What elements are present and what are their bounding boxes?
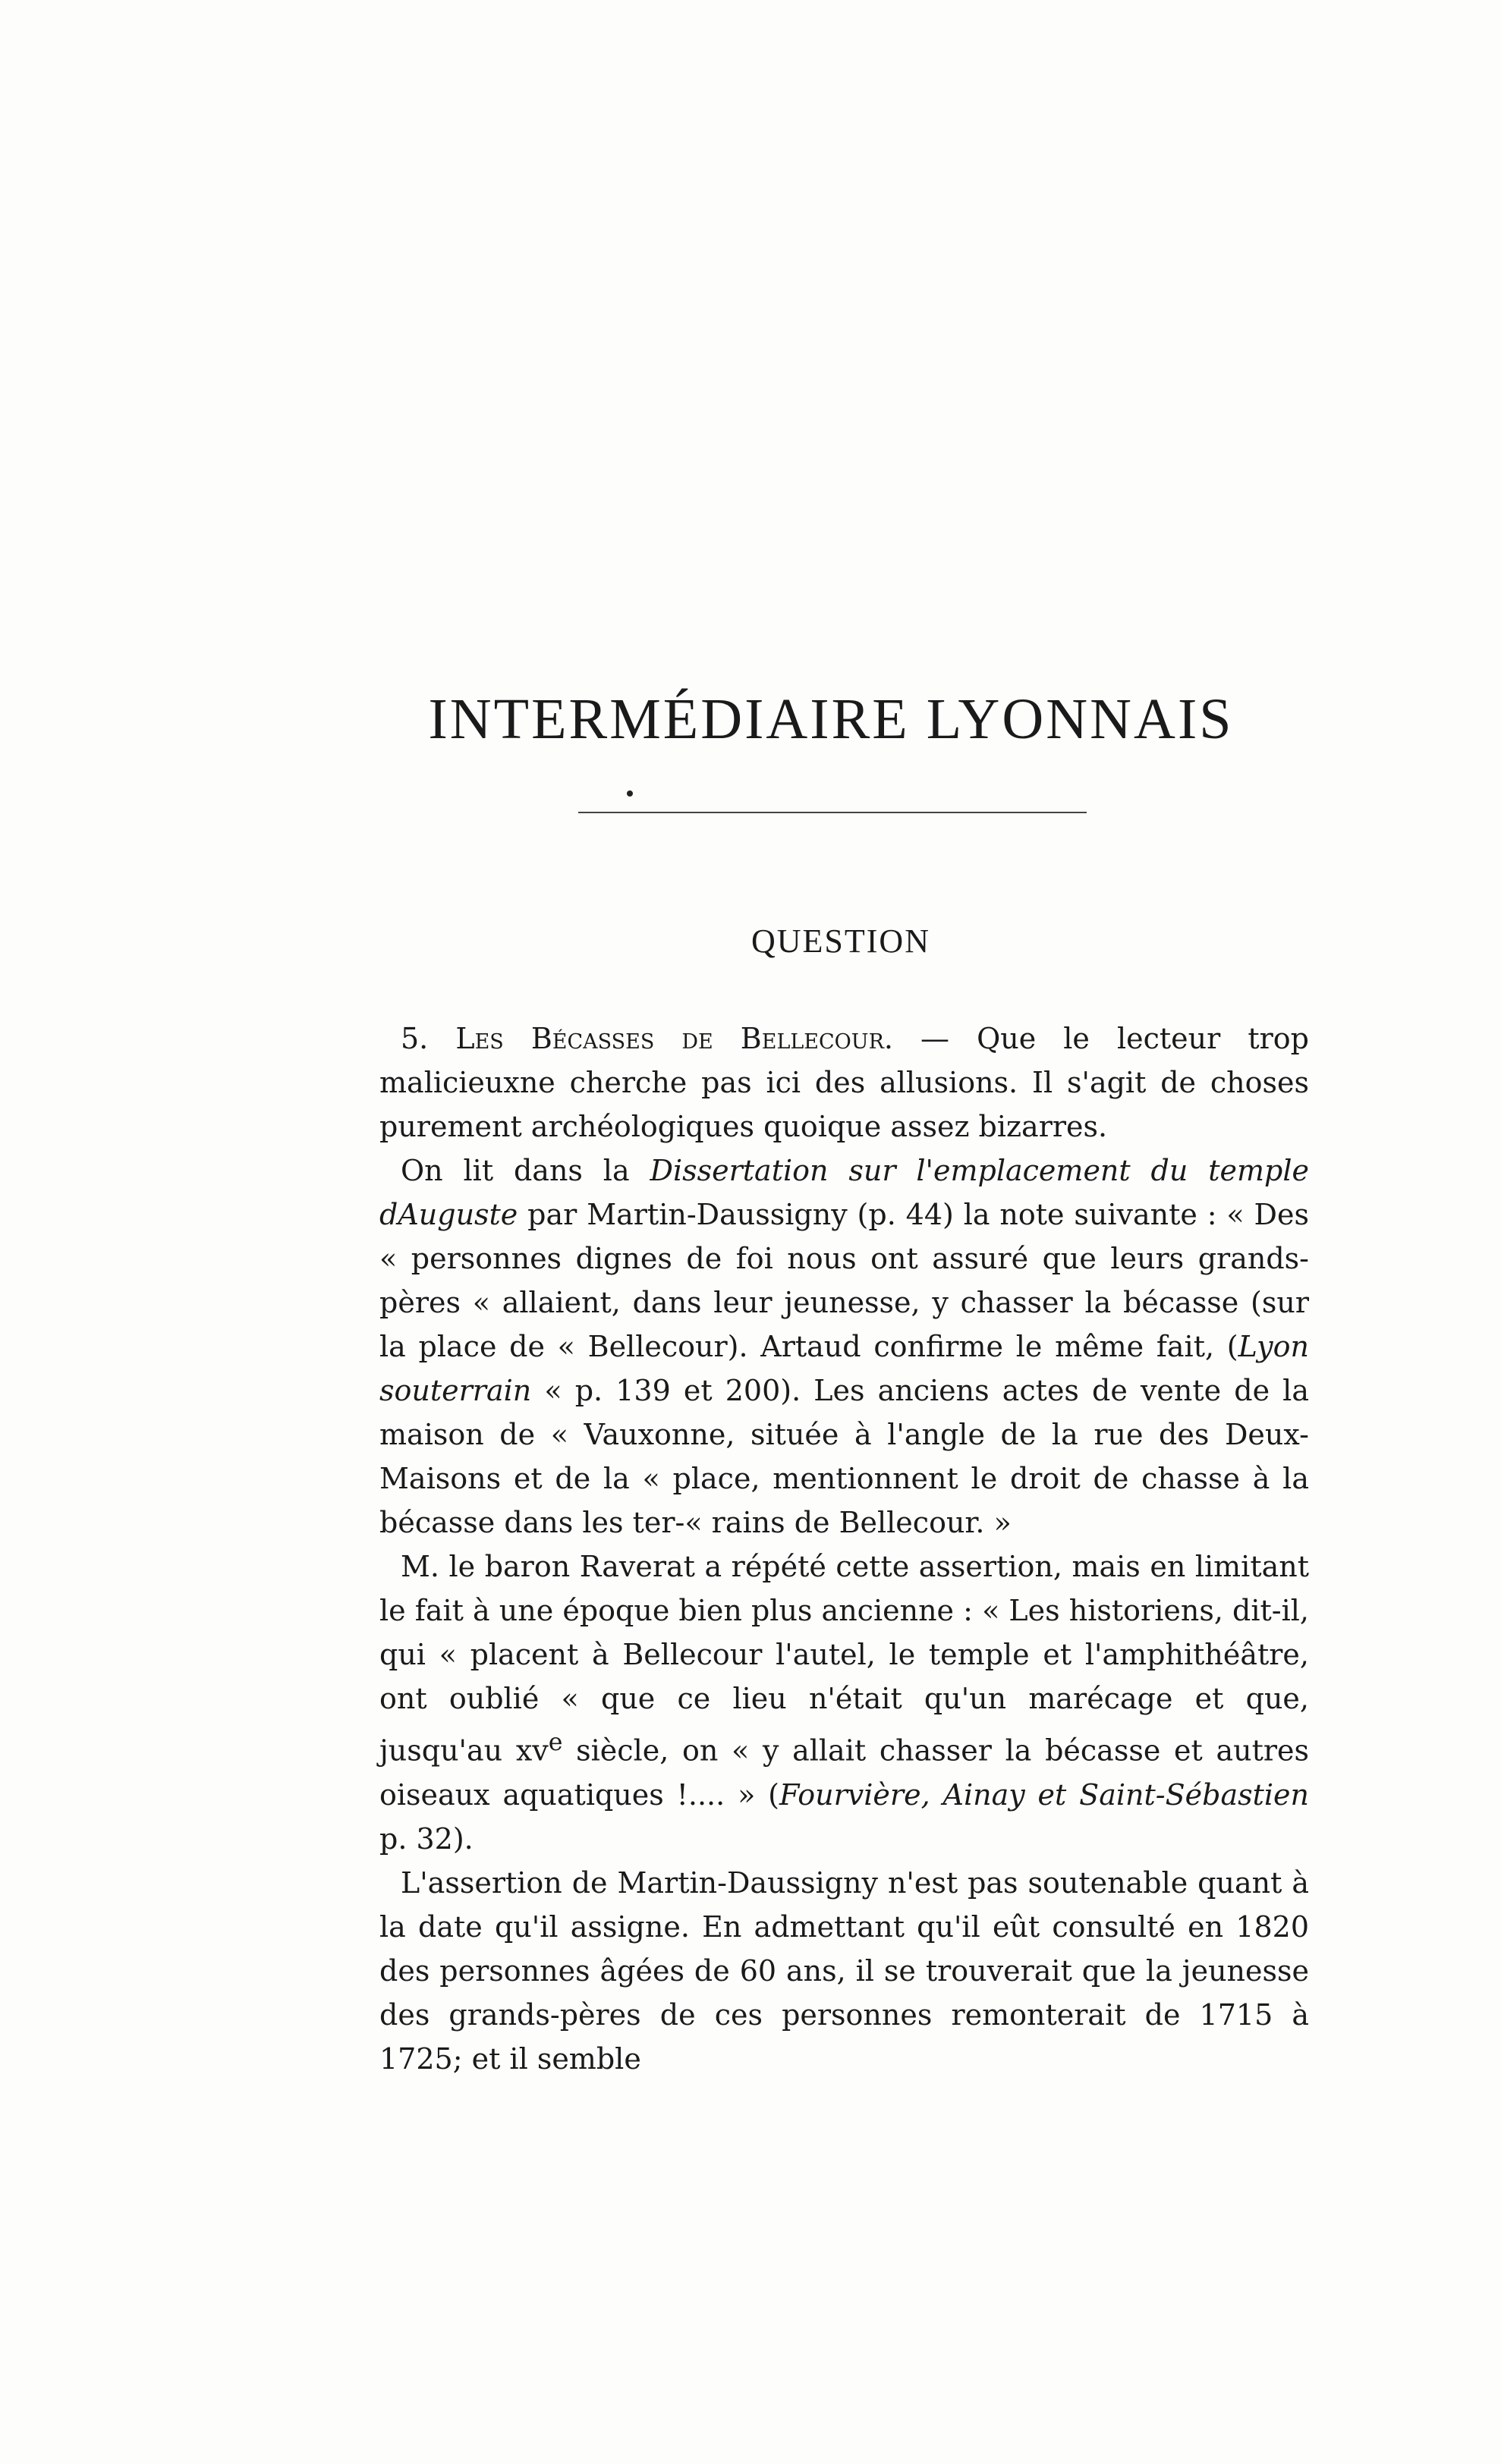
entry-number: 5. [401,1022,429,1055]
paragraph-2 [379,1149,1309,1545]
cited-work-lyon-souterrain: Lyon souterrain [379,1330,1309,1407]
paragraph-3-text-c: p. 32). [379,1821,474,1856]
section-heading: QUESTION [751,922,930,960]
century-superscript: e [548,1729,563,1756]
paragraph-3-text-a: M. le baron Raverat a répété cette assertion, mais en limitant le fait à une époque bien plus ancienne : « Les historiens, dit-il, qui « placent à Bellecour l'autel, le temple et l'amphithéâtre, ont oublié « que ce lieu n'était qu'un marécage et que, jusqu'au xv [379,1550,1309,1768]
paragraph-3-text-b: siècle, on « y allait chasser la bécasse et autres oiseaux aquatiques !.... » ( [379,1733,1309,1812]
paragraph-2-text-b: par Martin-Daussigny (p. 44) la note suivante : « Des « personnes dignes de foi nous ont assuré que leurs grands-pères « allaient, dans leur jeunesse, y chasser la bécasse (sur la place de « Bellecour). Artaud confirme le même fait, ( [379,1198,1309,1363]
paragraph-1-text: — Que le lecteur trop malicieuxne cherche pas ici des allusions. Il s'agit de choses purement archéologiques quoique assez bizarres. [379,1022,1309,1143]
cited-work-dissertation: Dissertation sur l'emplacement du temple dAuguste [379,1154,1309,1231]
paragraph-4: L'assertion de Martin-Daussigny n'est pas soutenable quant à la date qu'il assigne. En admettant qu'il eût consulté en 1820 des personnes âgées de 60 ans, il se trouverait que la jeunesse des grands-pères de ces personnes remonterait de 1715 à 1725; et il semble [379,1865,1309,2076]
paragraph-2-text-c: « p. 139 et 200). Les anciens actes de vente de la maison de « Vauxonne, située à l'angle de la rue des Deux-Maisons et de la « place, mentionnent le droit de chasse à la bécasse dans les ter-« rains de Bellecour. » [379,1374,1309,1539]
cited-work-fourviere: Fourvière, Ainay et Saint-Sébastien [779,1777,1309,1812]
paragraph-1 [379,1017,1309,1149]
entry-rubric: Les Bécasses de Bellecour. [455,1022,893,1055]
paragraph-2-text-a: On lit dans la [401,1154,650,1187]
paragraph-3 [379,1545,1309,1861]
title-rule-divider [578,812,1087,813]
ornament-dot [627,790,633,797]
article-body [379,1017,1309,2081]
page-title: INTERMÉDIAIRE LYONNAIS [428,687,1234,751]
